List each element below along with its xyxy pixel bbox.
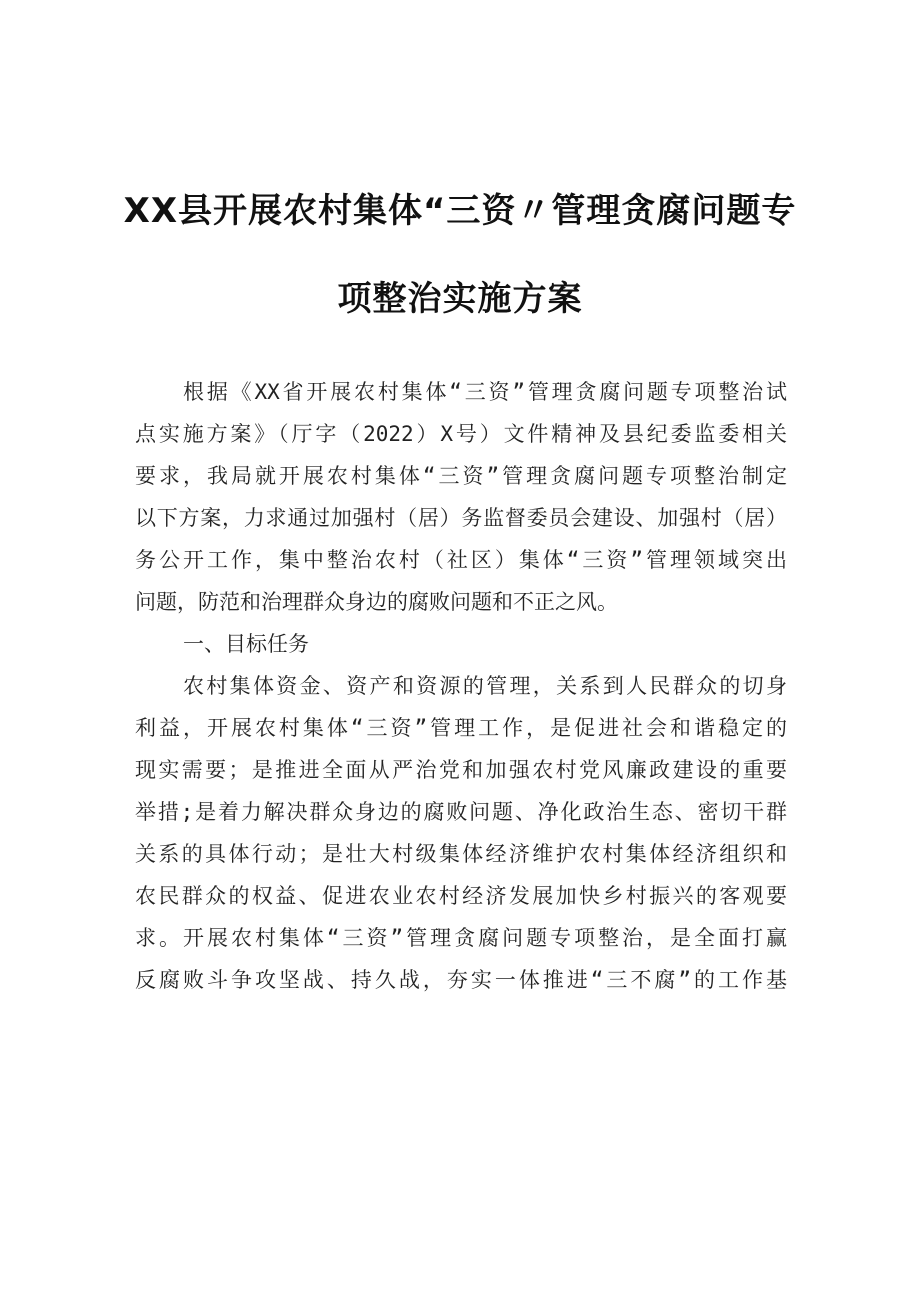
paragraph-line: 问题，防范和治理群众身边的腐败问题和不正之风。 (135, 590, 618, 614)
paragraph-line: 农村集体资金、资产和资源的管理，关系到人民群众的切身 (183, 674, 787, 698)
paragraph-line: 要求，我局就开展农村集体“三资”管理贪腐问题专项整治制定 (135, 464, 787, 488)
paragraph-line: 以下方案，力求通过加强村（居）务监督委员会建设、加强村（居） (135, 506, 787, 530)
paragraph-line: 农民群众的权益、促进农业农村经济发展加快乡村振兴的客观要 (135, 884, 787, 908)
document-title-line-2: 项整治实施方案 (337, 279, 583, 319)
paragraph-line: 关系的具体行动；是壮大村级集体经济维护农村集体经济组织和 (135, 842, 787, 866)
section-heading: 一、目标任务 (183, 632, 309, 656)
document-title-line-1: XX县开展农村集体“三资〃管理贪腐问题专 (123, 191, 797, 231)
paragraph-line: 利益，开展农村集体“三资”管理工作，是促进社会和谐稳定的 (135, 716, 787, 740)
paragraph-line: 务公开工作，集中整治农村（社区）集体“三资”管理领域突出 (135, 548, 787, 572)
paragraph-line: 点实施方案》（厅字（2022）X号）文件精神及县纪委监委相关 (135, 422, 787, 446)
paragraph-line: 根据《XX省开展农村集体“三资”管理贪腐问题专项整治试 (183, 380, 787, 404)
paragraph-line: 现实需要；是推进全面从严治党和加强农村党风廉政建设的重要 (135, 758, 787, 782)
paragraph-line: 求。开展农村集体“三资”管理贪腐问题专项整治，是全面打赢 (135, 926, 787, 950)
paragraph-line: 反腐败斗争攻坚战、持久战，夯实一体推进“三不腐”的工作基 (135, 968, 787, 992)
paragraph-line: 举措;是着力解决群众身边的腐败问题、净化政治生态、密切干群 (135, 800, 787, 824)
